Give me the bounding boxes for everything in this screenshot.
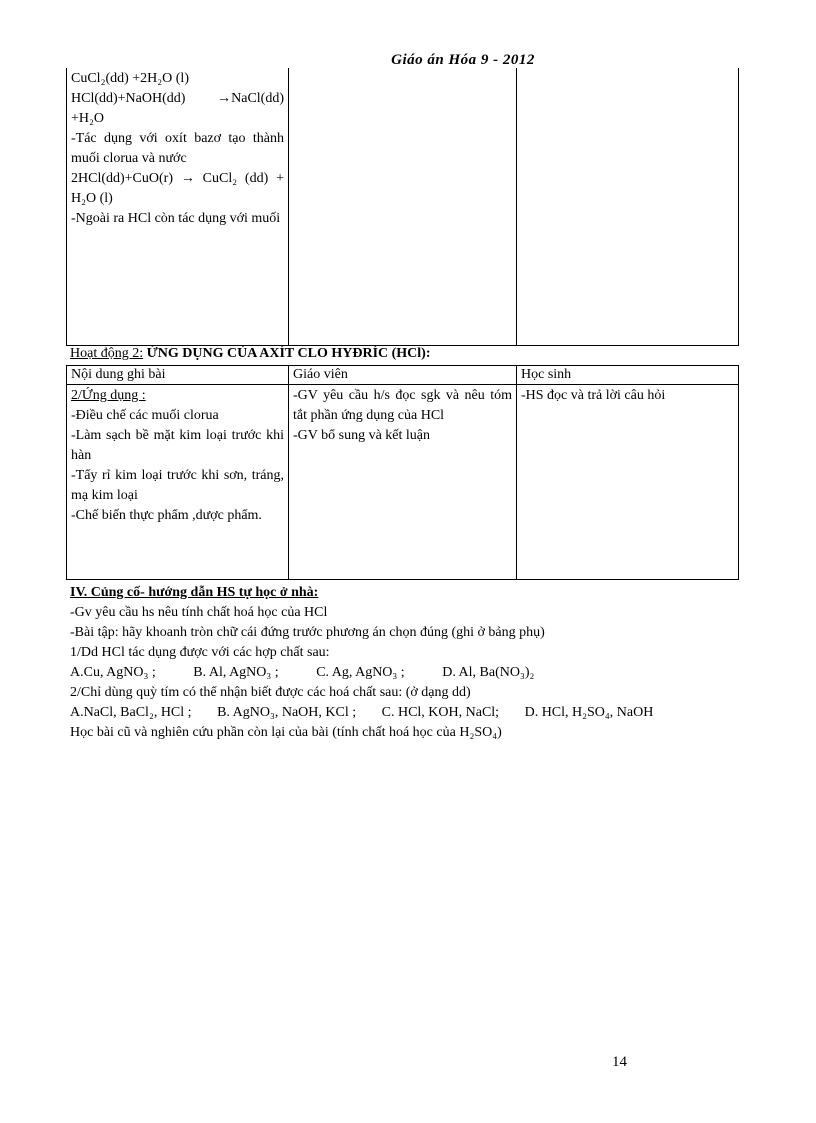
page-number: 14 xyxy=(612,1054,627,1070)
table-row xyxy=(67,68,739,346)
text-line: -GV yêu cầu h/s đọc sgk và nêu tóm tắt phần ứng dụng của HCl xyxy=(293,388,512,423)
subsection-heading: 2/Ứng dụng : xyxy=(71,388,146,403)
option-c: C. Ag, AgNO₃ ; xyxy=(316,665,405,680)
teacher-cell xyxy=(289,68,517,346)
text-line: -Tác dụng với oxít bazơ tạo thành muối clorua và nước xyxy=(71,131,284,166)
section-4 xyxy=(70,583,750,743)
option-c: C. HCl, KOH, NaCl; xyxy=(381,705,500,720)
column-header: Nội dung ghi bài xyxy=(67,366,289,385)
text-line: -Tẩy rỉ kim loại trước khi sơn, tráng, mạ kim loại xyxy=(71,468,284,503)
content-cell xyxy=(67,68,289,346)
homework-line: Học bài cũ và nghiên cứu phần còn lại của bài (tính chất hoá học của H₂SO₄) xyxy=(70,725,502,740)
student-cell xyxy=(517,385,739,580)
text-line: -Chế biến thực phẩm ,dược phẩm. xyxy=(71,508,262,523)
table-header-row xyxy=(67,366,739,385)
section-title: IV. Củng cố- hướng dẫn HS tự học ở nhà: xyxy=(70,585,319,600)
table-row xyxy=(67,385,739,580)
table-activity-2 xyxy=(66,365,739,580)
text-line: -Ngoài ra HCl còn tác dụng với muối xyxy=(71,211,281,226)
activity-2-heading xyxy=(70,346,431,362)
question-1-options xyxy=(70,663,750,683)
text-line: -HS đọc và trả lời câu hỏi xyxy=(521,388,666,403)
teacher-cell xyxy=(289,385,517,580)
option-b: B. Al, AgNO₃ ; xyxy=(193,665,279,680)
question-2: 2/Chỉ dùng quỳ tím có thể nhận biết được các hoá chất sau: (ở dạng dd) xyxy=(70,685,471,700)
text-line: HCl(dd)+NaOH(dd) →NaCl(dd) +H₂O xyxy=(71,91,284,126)
option-d: D. HCl, H₂SO₄, NaOH xyxy=(524,705,654,720)
text-line: -Làm sạch bề mặt kim loại trước khi hàn xyxy=(71,428,284,463)
header-title: Giáo án Hóa 9 - 2012 xyxy=(391,52,535,68)
text-line: -Bài tập: hãy khoanh tròn chữ cái đứng trước phương án chọn đúng (ghi ở bảng phụ) xyxy=(70,625,545,640)
text-line: CuCl₂(dd) +2H₂O (l) xyxy=(71,71,189,86)
page-header xyxy=(0,52,816,69)
text-line: -Gv yêu cầu hs nêu tính chất hoá học của HCl xyxy=(70,605,328,620)
text-line: -GV bổ sung và kết luận xyxy=(293,428,430,443)
question-1: 1/Dd HCl tác dụng được với các hợp chất sau: xyxy=(70,645,330,660)
option-a: A.NaCl, BaCl₂, HCl ; xyxy=(70,705,192,720)
option-a: A.Cu, AgNO₃ ; xyxy=(70,665,156,680)
question-2-options xyxy=(70,703,750,723)
text-line: -Điều chế các muối clorua xyxy=(71,408,219,423)
content-cell xyxy=(67,385,289,580)
activity-title: ỨNG DỤNG CỦA AXÍT CLO HYĐRÍC (HCl): xyxy=(143,346,431,361)
column-header: Học sinh xyxy=(517,366,739,385)
option-b: B. AgNO₃, NaOH, KCl ; xyxy=(217,705,357,720)
text-line: 2HCl(dd)+CuO(r) → CuCl₂ (dd) + H₂O (l) xyxy=(71,171,284,206)
activity-label: Hoạt động 2: xyxy=(70,346,144,361)
option-d: D. Al, Ba(NO₃)₂ xyxy=(442,665,535,680)
student-cell xyxy=(517,68,739,346)
column-header: Giáo viên xyxy=(289,366,517,385)
table-continued xyxy=(66,68,739,346)
